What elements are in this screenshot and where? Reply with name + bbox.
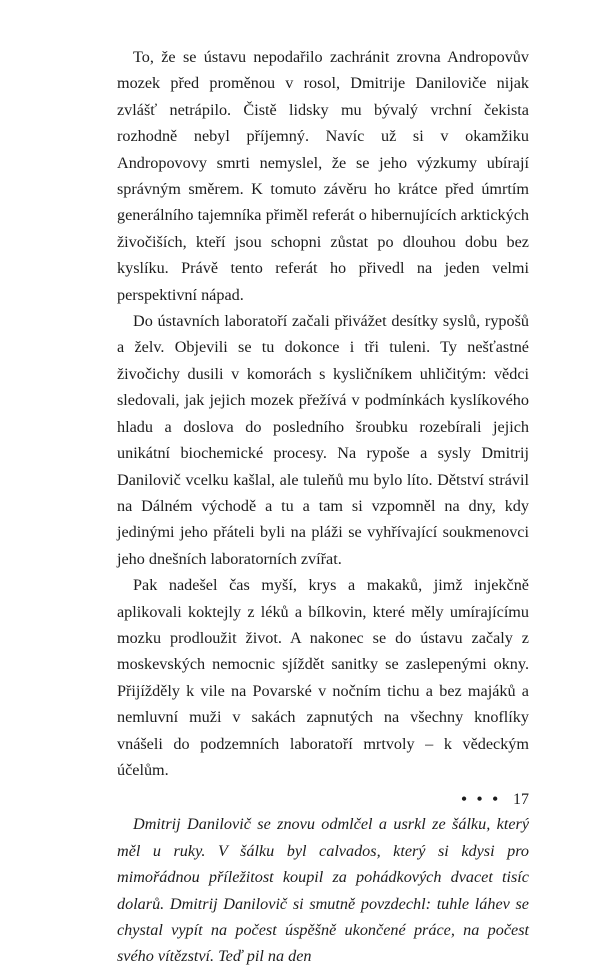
body-paragraph-1: To, že se ústavu nepodařilo zachránit zrovna Andropovův mozek před proměnou v rosol, Dmitrije Daniloviče nijak zvlášť netrápilo. Čistě lidsky mu bývalý vrchní čekista rozhodně nebyl příjemný. Navíc už si v okamžiku Andropovovy smrti nemyslel, že se jeho výzkumy ubírají správným směrem. K tomuto závěru ho krátce před úmrtím generálního tajemníka přiměl referát o hibernujících arktických živočiších, kteří jsou schopni zůstat po dlouhou dobu bez kyslíku. Právě tento referát ho přivedl na jeden velmi perspektivní nápad. bbox=[117, 48, 529, 304]
body-paragraph-2: Do ústavních laboratoří začali přivážet desítky syslů, rypošů a želv. Objevili se tu dokonce i tři tuleni. Ty nešťastné živočichy dusili v komorách s kysličníkem uhličitým: vědci sledovali, jak jejich mozek přežívá v podmínkách kyslíkového hladu a doslova do posledního šroubku rozebírali jejich unikátní biochemické procesy. Na rypoše a sysly Dmitrij Danilovič vcelku kašlal, ale tuleňů mu bylo líto. Dětství strávil na Dálném východě a tu a tam si vzpomněl na dny, kdy jedinými jeho přáteli byli na pláži se vyhřívající soukmenovci jeho dnešních laboratorních zvířat. bbox=[117, 312, 529, 568]
footer-ornament: • • • bbox=[461, 791, 501, 808]
page-number: 17 bbox=[513, 791, 529, 808]
page-footer bbox=[117, 788, 529, 812]
text-column bbox=[117, 44, 529, 970]
italic-paragraph: Dmitrij Danilovič se znovu odmlčel a usrkl ze šálku, který měl u ruky. V šálku byl calvados, který si kdysi pro mimořádnou příležitost koupil za pohádkových dvacet tisíc dolarů. Dmitrij Danilovič si smutně povzdechl: tuhle láhev se chystal vypít na počest úspěšně ukončené práce, na počest svého vítězství. Teď pil na den bbox=[117, 815, 529, 966]
body-paragraph-3: Pak nadešel čas myší, krys a makaků, jimž injekčně aplikovali koktejly z léků a bílkovin, které měly umírajícímu mozku prodloužit život. A nakonec se do ústavu začaly z moskevských nemocnic sjíždět sanitky se zaslepenými okny. Přijížděly k vile na Povarské v nočním tichu a bez majáků a nemluvní muži v sakách zapnutých na všechny knoflíky vnášeli do podzemních laboratoří mrtvoly – k vědeckým účelům. bbox=[117, 576, 529, 779]
